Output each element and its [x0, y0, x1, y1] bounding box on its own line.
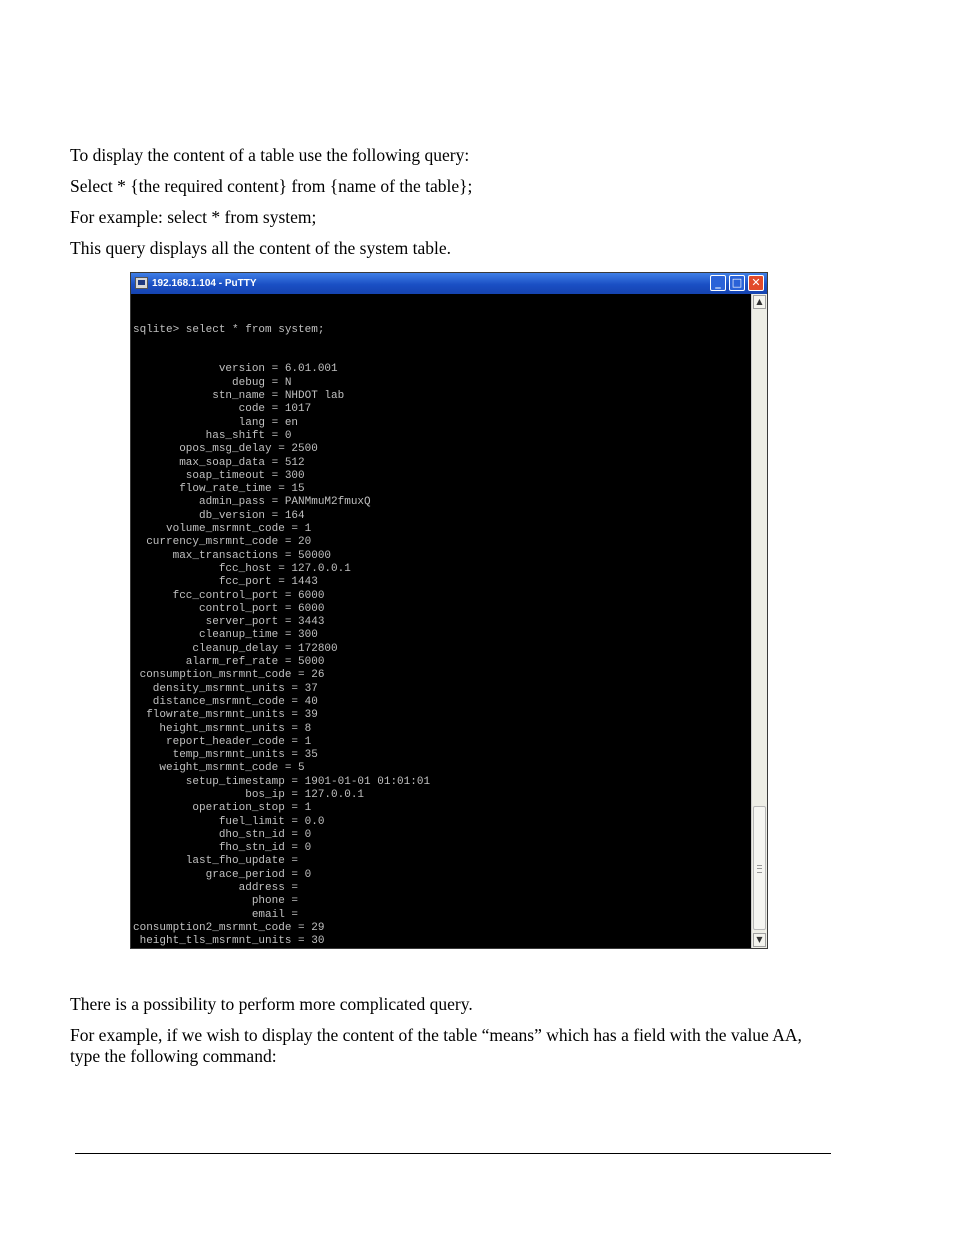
- terminal-row: version = 6.01.001: [133, 363, 338, 376]
- close-button[interactable]: ✕: [748, 275, 764, 291]
- terminal-command-line: sqlite> select * from system;: [133, 323, 325, 336]
- terminal-row: debug = N: [133, 376, 292, 389]
- example-paragraph: For example: select * from system;: [70, 207, 317, 227]
- terminal-row: lang = en: [133, 416, 299, 429]
- terminal-console[interactable]: [131, 294, 751, 948]
- putty-window: [130, 272, 768, 949]
- terminal-row: fho_stn_id = 0: [133, 842, 312, 855]
- terminal-row: admin_pass = PANMmuM2fmuxQ: [133, 496, 371, 509]
- intro-paragraph: To display the content of a table use the following query:: [70, 145, 470, 165]
- maximize-button[interactable]: □: [729, 275, 745, 291]
- terminal-row: weight_msrmnt_code = 5: [133, 762, 305, 775]
- minimize-button[interactable]: _: [710, 275, 726, 291]
- terminal-row: max_transactions = 50000: [133, 549, 332, 562]
- terminal-row: density_msrmnt_units = 37: [133, 682, 318, 695]
- terminal-row: cleanup_time = 300: [133, 629, 318, 642]
- terminal-row: alarm_ref_rate = 5000: [133, 656, 325, 669]
- scroll-down-arrow-icon[interactable]: ▼: [753, 933, 766, 947]
- terminal-row: control_port = 6000: [133, 602, 325, 615]
- terminal-row: fcc_control_port = 6000: [133, 589, 325, 602]
- terminal-row: last_fho_update =: [133, 855, 305, 868]
- terminal-row: soap_timeout = 300: [133, 469, 305, 482]
- terminal-row: has_shift = 0: [133, 429, 292, 442]
- terminal-row: currency_msrmnt_code = 20: [133, 536, 312, 549]
- terminal-row: flowrate_msrmnt_units = 39: [133, 709, 318, 722]
- terminal-row: temp_msrmnt_units = 35: [133, 749, 318, 762]
- scroll-up-arrow-icon[interactable]: ▲: [753, 295, 766, 309]
- more-paragraph: There is a possibility to perform more complicated query.: [70, 994, 473, 1014]
- terminal-row: fcc_port = 1443: [133, 576, 318, 589]
- terminal-rows: [133, 363, 751, 948]
- terminal-row: opos_msg_delay = 2500: [133, 443, 318, 456]
- terminal-row: address =: [133, 882, 305, 895]
- syntax-paragraph: Select * {the required content} from {name of the table};: [70, 176, 473, 196]
- example2-paragraph: For example, if we wish to display the content of the table “means” which has a field with the value AA, type the following command:: [70, 1025, 802, 1066]
- terminal-row: max_soap_data = 512: [133, 456, 305, 469]
- window-titlebar[interactable]: [131, 273, 767, 294]
- terminal-row: grace_period = 0: [133, 868, 312, 881]
- terminal-row: bos_ip = 127.0.0.1: [133, 788, 365, 801]
- terminal-row: cleanup_delay = 172800: [133, 642, 338, 655]
- terminal-row: setup_timestamp = 1901-01-01 01:01:01: [133, 775, 431, 788]
- terminal-row: consumption_msrmnt_code = 26: [133, 669, 325, 682]
- putty-app-icon[interactable]: [135, 277, 148, 289]
- terminal-row: code = 1017: [133, 403, 312, 416]
- terminal-row: dho_stn_id = 0: [133, 828, 312, 841]
- window-title: 192.168.1.104 - PuTTY: [152, 278, 257, 289]
- explain-paragraph: This query displays all the content of the system table.: [70, 238, 452, 258]
- terminal-row: flow_rate_time = 15: [133, 483, 305, 496]
- terminal-row: distance_msrmnt_code = 40: [133, 695, 318, 708]
- terminal-row: server_port = 3443: [133, 616, 325, 629]
- terminal-row: height_msrmnt_units = 8: [133, 722, 312, 735]
- terminal-row: stn_name = NHDOT lab: [133, 390, 345, 403]
- terminal-row: operation_stop = 1: [133, 802, 312, 815]
- terminal-output: [131, 294, 751, 948]
- terminal-row: db_version = 164: [133, 509, 305, 522]
- terminal-row: fcc_host = 127.0.0.1: [133, 562, 351, 575]
- terminal-row: phone =: [133, 895, 305, 908]
- terminal-row: volume_msrmnt_code = 1: [133, 523, 312, 536]
- terminal-row: consumption2_msrmnt_code = 29: [133, 921, 325, 934]
- terminal-row: height_tls_msrmnt_units = 30: [133, 935, 325, 948]
- vertical-scrollbar[interactable]: [751, 294, 767, 948]
- scrollbar-grip-icon: [757, 865, 762, 873]
- footer-divider: [75, 1153, 831, 1154]
- terminal-row: email =: [133, 908, 305, 921]
- terminal-row: fuel_limit = 0.0: [133, 815, 325, 828]
- scrollbar-thumb[interactable]: [753, 806, 766, 930]
- terminal-row: report_header_code = 1: [133, 735, 312, 748]
